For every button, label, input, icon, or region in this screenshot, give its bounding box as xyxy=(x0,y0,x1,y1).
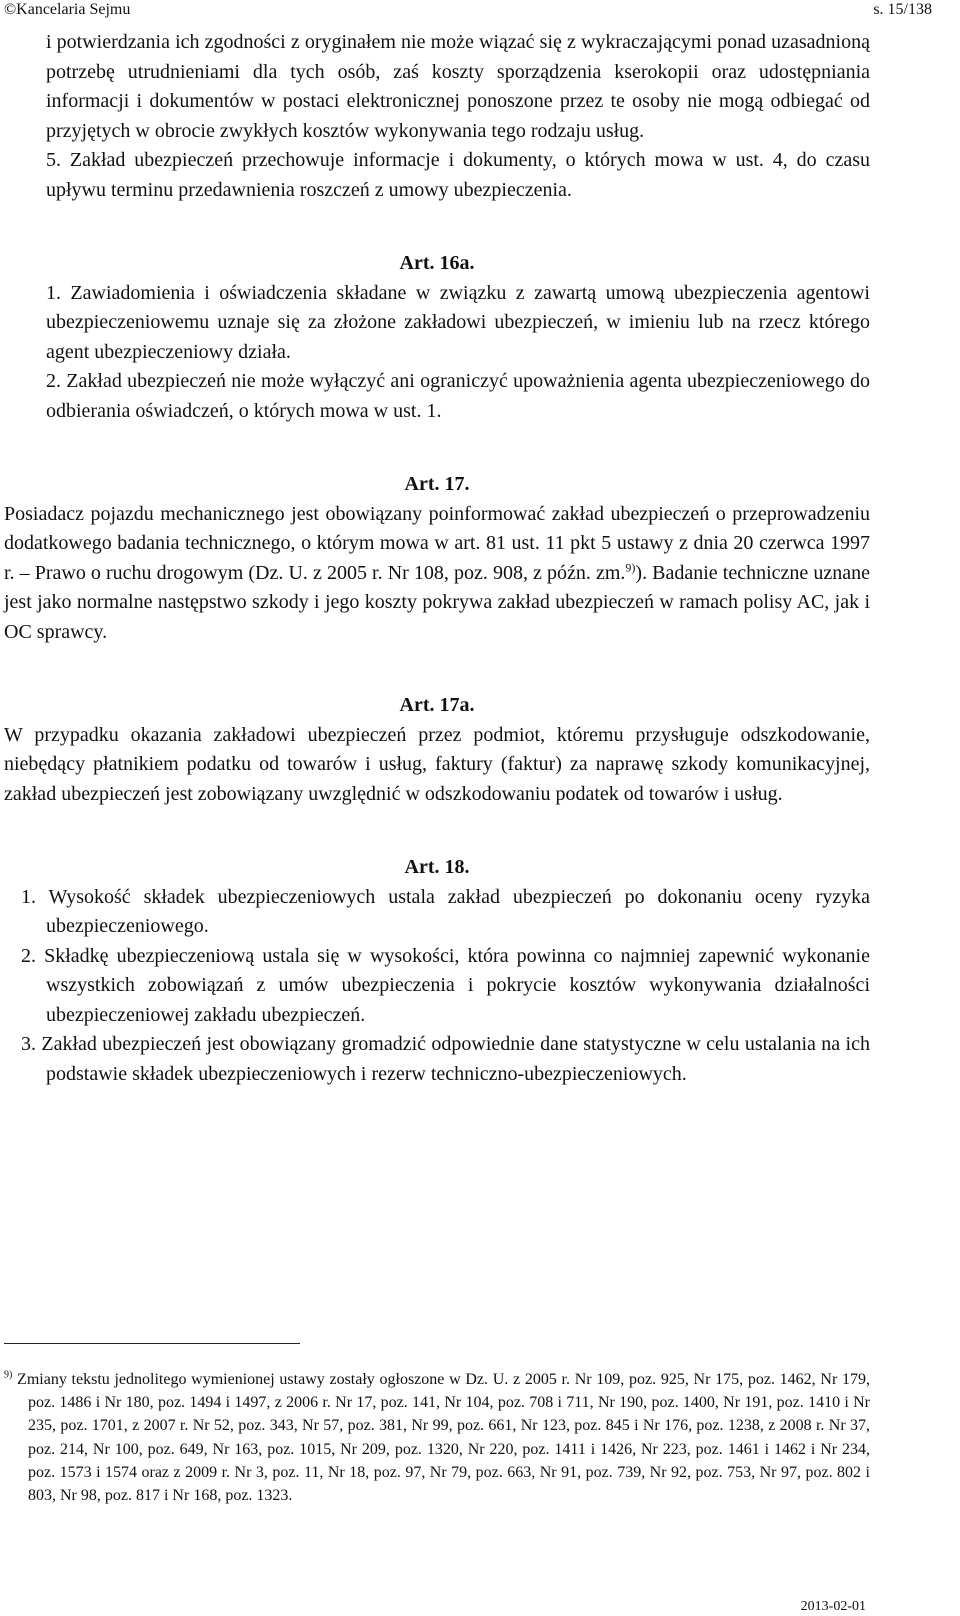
list-item: 2. Składkę ubezpieczeniową ustala się w wysokości, która powinna co najmniej zapewnić wykonanie wszystkich zobowiązań z umów ubezpieczenia i pokrycie kosztów wykonywania działalności ubezpieczeniowej zakładu ubezpieczeń. xyxy=(21,944,870,1026)
document-date: 2013-02-01 xyxy=(800,1599,866,1614)
paragraph: 1. Zawiadomienia i oświadczenia składane w związku z zawartą umową ubezpieczenia agentowi ubezpieczeniowemu uznaje się za złożone zakładowi ubezpieczeń, w imieniu lub na rzecz którego agent ubezpieczeniowy działa. xyxy=(46,281,870,363)
text-run: Posiadacz pojazdu mechanicznego jest obowiązany poinformować zakład ubezpieczeń o przeprowadzeniu dodatkowego badania technicznego, o którym mowa w art. 81 ust. 11 pkt 5 ustawy z dnia 20 czerwca 1997 r. – Prawo o ruchu drogowym (Dz. U. z 2005 r. Nr 108, poz. 908, z późn. zm. xyxy=(4,502,870,584)
paragraph: i potwierdzania ich zgodności z oryginałem nie może wiązać się z wykraczającymi ponad uzasadnioną potrzebę utrudnieniami dla tych osób, zaś koszty sporządzenia kserokopii oraz udostępniania informacji i dokumentów w postaci elektronicznej ponoszone przez te osoby nie mogą odbiegać od przyjętych w obrocie zwykłych kosztów wykonywania tego rodzaju usług. xyxy=(46,31,870,142)
list-item: 1. Wysokość składek ubezpieczeniowych ustala zakład ubezpieczeń po dokonaniu oceny ryzyka ubezpieczeniowego. xyxy=(21,885,870,937)
article-heading: Art. 17a. xyxy=(399,694,475,716)
text-run: ). Badanie techniczne uznane jest jako normalne następstwo szkody i jego koszty pokrywa zakład ubezpieczeń w ramach polisy AC, jak i OC sprawcy. xyxy=(4,561,870,643)
document-body xyxy=(4,28,870,1089)
article-heading: Art. 16a. xyxy=(399,252,475,274)
paragraph: 5. Zakład ubezpieczeń przechowuje informacje i dokumenty, o których mowa w ust. 4, do czasu upływu terminu przedawnienia roszczeń z umowy ubezpieczenia. xyxy=(46,149,870,201)
paragraph xyxy=(4,500,870,648)
footnote-separator xyxy=(4,1343,300,1344)
article-heading: Art. 17. xyxy=(404,473,470,495)
page-number: s. 15/138 xyxy=(873,1,932,18)
paragraph: W przypadku okazania zakładowi ubezpieczeń przez podmiot, któremu przysługuje odszkodowanie, niebędący płatnikiem podatku od towarów i usług, faktury (faktur) za naprawę szkody komunikacyjnej, zakład ubezpieczeń jest zobowiązany uwzględnić w odszkodowaniu podatek od towarów i usług. xyxy=(4,723,870,805)
footnote-text: Zmiany tekstu jednolitego wymienionej ustawy zostały ogłoszone w Dz. U. z 2005 r. Nr 109, poz. 925, Nr 175, poz. 1462, Nr 179, poz. 1486 i Nr 180, poz. 1494 i 1497, z 2006 r. Nr 17, poz. 141, Nr 104, poz. 708 i 711, Nr 190, poz. 1400, Nr 191, poz. 1410 i Nr 235, poz. 1701, z 2007 r. Nr 52, poz. 343, Nr 57, poz. 381, Nr 99, poz. 661, Nr 123, poz. 845 i Nr 176, poz. 1238, z 2008 r. Nr 37, poz. 214, Nr 100, poz. 649, Nr 163, poz. 1015, Nr 209, poz. 1320, Nr 220, poz. 1411 i 1426, Nr 223, poz. 1461 i 1462 i Nr 234, poz. 1573 i 1574 oraz z 2009 r. Nr 3, poz. 11, Nr 18, poz. 97, Nr 79, poz. 663, Nr 91, poz. 739, Nr 92, poz. 753, Nr 97, poz. 802 i 803, Nr 98, poz. 817 i Nr 168, poz. 1323. xyxy=(12,1371,870,1505)
article-heading: Art. 18. xyxy=(404,856,470,878)
footnotes xyxy=(4,1368,870,1507)
footnote-reference[interactable]: 9) xyxy=(625,559,636,574)
footnote-marker: 9) xyxy=(4,1369,13,1381)
footnote xyxy=(4,1368,870,1507)
page-header-source: ©Kancelaria Sejmu xyxy=(4,1,131,18)
paragraph: 2. Zakład ubezpieczeń nie może wyłączyć ani ograniczyć upoważnienia agenta ubezpieczeniowego do odbierania oświadczeń, o których mowa w ust. 1. xyxy=(46,370,870,422)
list-item: 3. Zakład ubezpieczeń jest obowiązany gromadzić odpowiednie dane statystyczne w celu ustalania na ich podstawie składek ubezpieczeniowych i rezerw techniczno-ubezpieczeniowych. xyxy=(21,1033,870,1085)
